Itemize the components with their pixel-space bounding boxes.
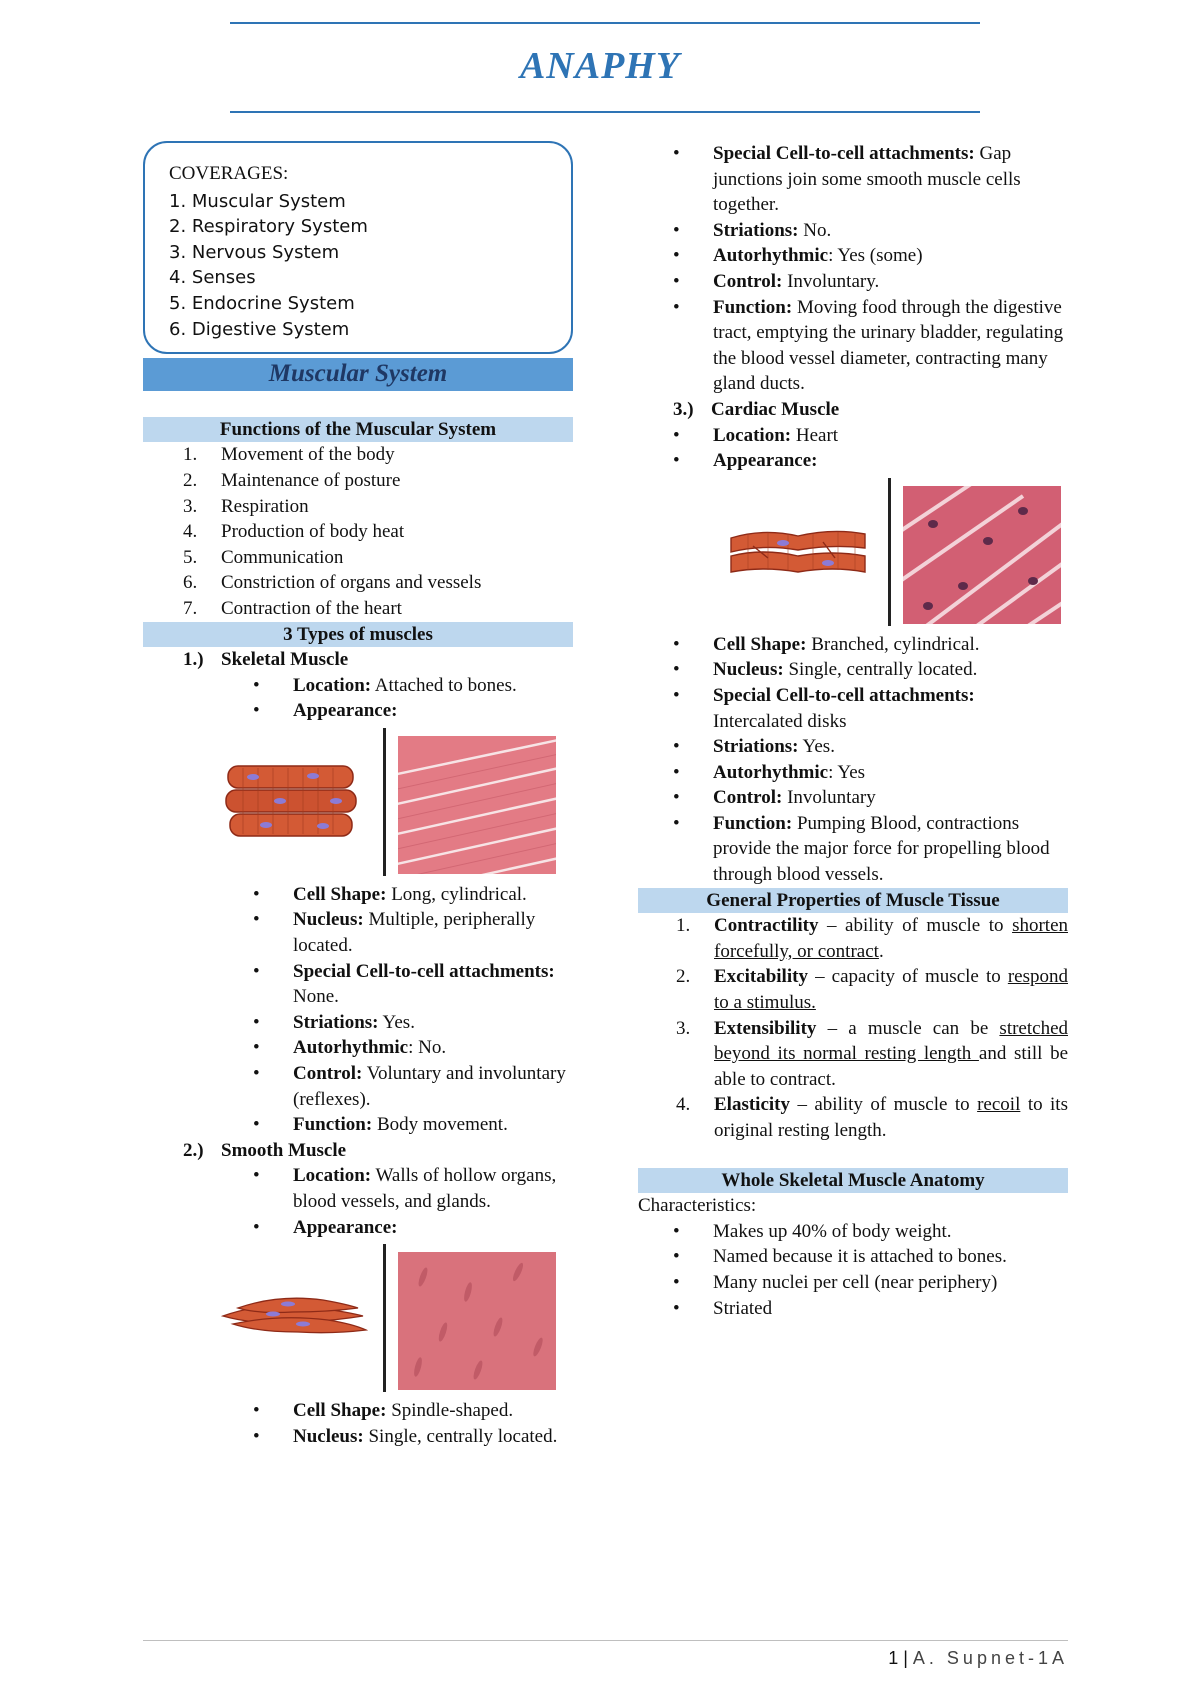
figure-divider <box>383 1244 386 1392</box>
spacer <box>638 1144 1068 1168</box>
functions-list <box>143 442 573 621</box>
document-title: ANAPHY <box>519 45 681 87</box>
smooth-props-continued <box>638 141 1068 397</box>
list-item: • Autorhythmic: Yes <box>673 761 866 783</box>
list-item: • Function: Moving food through the digestive tract, emptying the urinary bladder, regulating the blood vessel diameter, contracting many gland ducts. <box>673 296 1064 395</box>
list-item: • Cell Shape: Branched, cylindrical. <box>673 633 980 655</box>
left-column <box>143 141 573 1449</box>
list-item: 4. Production of body heat <box>183 521 405 543</box>
right-column <box>638 141 1068 1321</box>
list-item: • Function: Body movement. <box>253 1114 508 1136</box>
footer-rule <box>143 1640 1068 1641</box>
cardiac-props-top <box>638 423 1068 474</box>
section-title-muscular-system: Muscular System <box>143 358 573 391</box>
coverages-box <box>143 141 573 354</box>
coverage-item: 1. Muscular System <box>169 190 346 212</box>
list-item: 3. Extensibility – a muscle can be stretched beyond its normal resting length and still be able to contract. <box>676 1017 1068 1090</box>
list-item: • Nucleus: Multiple, peripherally located. <box>253 909 536 957</box>
page-footer: 1 | A. Supnet-1A <box>888 1648 1068 1668</box>
whole-skeletal-list <box>638 1219 1068 1321</box>
list-item: • Location: Walls of hollow organs, blood vessels, and glands. <box>253 1165 557 1212</box>
list-item: 6. Constriction of organs and vessels <box>183 572 482 594</box>
coverages-list <box>169 189 551 343</box>
cardiac-props-bottom <box>638 632 1068 888</box>
list-item: • Striations: Yes. <box>253 1011 415 1033</box>
smooth-props-top <box>143 1163 573 1240</box>
list-item: • Control: Involuntary <box>673 787 876 809</box>
list-item: • Control: Involuntary. <box>673 270 880 292</box>
list-item: • Special Cell-to-cell attachments: Intercalated disks <box>673 684 975 732</box>
list-item: 7. Contraction of the heart <box>183 597 402 619</box>
list-item: 1. Contractility – ability of muscle to shorten forcefully, or contract. <box>676 915 1068 962</box>
cardiac-muscle-figure <box>723 478 1083 626</box>
skeletal-muscle-heading: 1.) Skeletal Muscle <box>183 649 349 671</box>
list-item: 1. Movement of the body <box>183 444 395 466</box>
whole-skeletal-heading: Whole Skeletal Muscle Anatomy <box>638 1168 1068 1194</box>
general-properties-heading: General Properties of Muscle Tissue <box>638 888 1068 914</box>
coverage-item: 5. Endocrine System <box>169 292 355 314</box>
list-item: • Location: Attached to bones. <box>253 674 517 696</box>
list-item: 4. Elasticity – ability of muscle to recoil to its original resting length. <box>676 1094 1068 1141</box>
types-heading: 3 Types of muscles <box>143 622 573 648</box>
coverages-heading: COVERAGES: <box>169 163 289 184</box>
skeletal-cells-image <box>218 748 368 856</box>
cardiac-muscle-heading: 3.) Cardiac Muscle <box>673 398 840 420</box>
list-item: • Location: Heart <box>673 424 839 446</box>
coverage-item: 4. Senses <box>169 267 256 289</box>
list-item: • Nucleus: Single, centrally located. <box>673 659 978 681</box>
list-item: • Striated <box>673 1297 773 1319</box>
cardiac-tissue-image <box>903 486 1061 624</box>
coverage-item: 2. Respiratory System <box>169 216 368 238</box>
smooth-cells-image <box>218 1264 368 1372</box>
page-number: 1 <box>888 1648 899 1668</box>
list-item: • Special Cell-to-cell attachments: None. <box>253 960 555 1008</box>
list-item: 2. Maintenance of posture <box>183 469 401 491</box>
list-item: • Autorhythmic: Yes (some) <box>673 245 923 267</box>
list-item: • Control: Voluntary and involuntary (reflexes). <box>253 1063 566 1110</box>
list-item: • Cell Shape: Long, cylindrical. <box>253 883 527 905</box>
list-item: • Autorhythmic: No. <box>253 1037 447 1059</box>
functions-heading: Functions of the Muscular System <box>143 417 573 443</box>
list-item: • Makes up 40% of body weight. <box>673 1220 952 1242</box>
coverage-item: 3. Nervous System <box>169 241 340 263</box>
list-item: 2. Excitability – capacity of muscle to respond to a stimulus. <box>676 966 1068 1014</box>
list-item: • Named because it is attached to bones. <box>673 1246 1007 1268</box>
list-item: • Appearance: <box>253 1216 398 1238</box>
list-item: 3. Respiration <box>183 495 309 517</box>
list-item: • Function: Pumping Blood, contractions provide the major force for propelling blood through blood vessels. <box>673 812 1050 886</box>
smooth-props-bottom <box>143 1398 573 1449</box>
skeletal-props-bottom <box>143 882 573 1138</box>
general-properties-list <box>638 913 1068 1143</box>
smooth-muscle-heading: 2.) Smooth Muscle <box>183 1139 347 1161</box>
list-item: • Special Cell-to-cell attachments: Gap junctions join some smooth muscle cells together. <box>673 143 1021 216</box>
smooth-tissue-image <box>398 1252 556 1390</box>
list-item: 5. Communication <box>183 546 344 568</box>
list-item: • Appearance: <box>253 700 398 722</box>
footer-author: A. Supnet-1A <box>912 1648 1068 1668</box>
list-item: • Many nuclei per cell (near periphery) <box>673 1271 998 1293</box>
smooth-muscle-figure <box>218 1244 578 1392</box>
cardiac-cells-image <box>723 498 873 606</box>
title-underline-rule <box>230 111 980 113</box>
figure-divider <box>383 728 386 876</box>
top-rule <box>230 22 980 24</box>
list-item: • Cell Shape: Spindle-shaped. <box>253 1400 514 1422</box>
characteristics-label: Characteristics: <box>638 1195 757 1217</box>
figure-divider <box>888 478 891 626</box>
skeletal-props-top <box>143 673 573 724</box>
list-item: • Striations: No. <box>673 219 832 241</box>
skeletal-tissue-image <box>398 736 556 874</box>
list-item: • Appearance: <box>673 450 818 472</box>
list-item: • Nucleus: Single, centrally located. <box>253 1425 558 1447</box>
list-item: • Striations: Yes. <box>673 736 835 758</box>
skeletal-muscle-figure <box>218 728 578 876</box>
coverage-item: 6. Digestive System <box>169 318 350 340</box>
